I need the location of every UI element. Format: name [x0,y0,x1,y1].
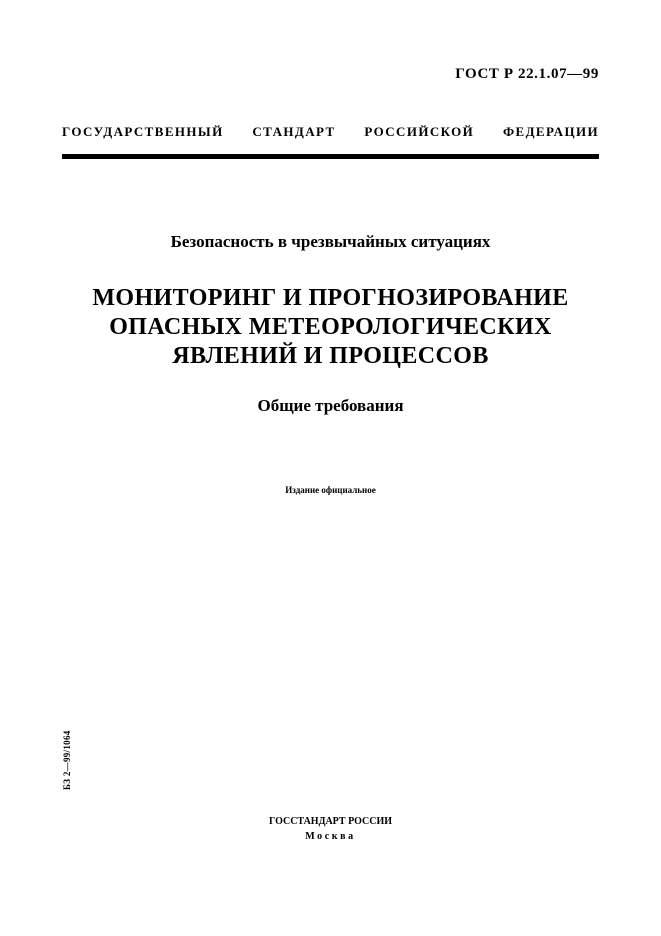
edition-note: Издание официальное [285,485,376,495]
header-rule [62,154,599,159]
main-title [0,284,661,371]
main-title-line-2: ОПАСНЫХ МЕТЕОРОЛОГИЧЕСКИХ [109,314,552,340]
org-word-state: ГОСУДАРСТВЕННЫЙ [62,124,224,139]
org-word-standard: СТАНДАРТ [252,124,336,139]
org-word-federation: ФЕДЕРАЦИИ [502,124,599,139]
org-word-russian: РОССИЙСКОЙ [364,124,475,139]
organization-line [62,124,599,140]
publication-code: БЗ 2—99/1064 [62,730,72,790]
publication-city: Москва [305,831,356,842]
subtitle: Общие требования [257,396,404,415]
main-title-line-1: МОНИТОРИНГ И ПРОГНОЗИРОВАНИЕ [92,285,569,311]
series-title: Безопасность в чрезвычайных ситуациях [170,232,491,251]
publisher: ГОССТАНДАРТ РОССИИ [268,816,393,827]
main-title-line-3: ЯВЛЕНИЙ И ПРОЦЕССОВ [172,343,489,369]
standard-number: ГОСТ Р 22.1.07—99 [455,66,599,82]
